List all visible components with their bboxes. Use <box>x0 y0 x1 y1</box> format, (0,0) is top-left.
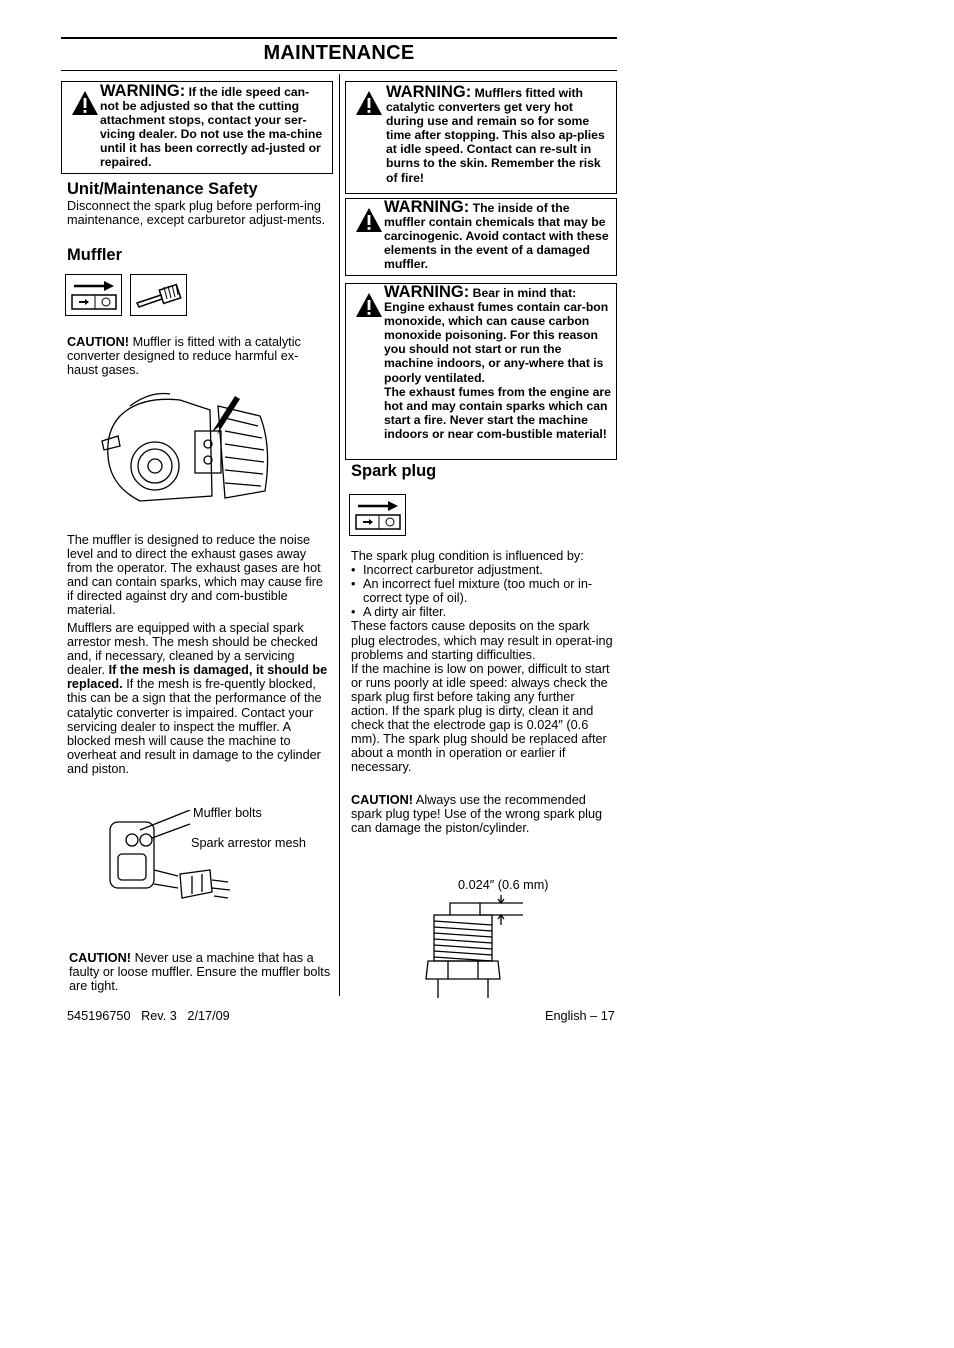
caution-text: Always use the recommended spark plug type! Use of the wrong spark plug can damage the piston/cylinder. <box>351 793 603 836</box>
warning-box-hot-muffler <box>345 81 617 194</box>
para2-text-a: Mufflers are equipped with a special spark arrestor mesh. The mesh should be checked and, if necessary, cleaned by a servicing dealer. <box>67 621 318 678</box>
warning-triangle-icon <box>355 90 383 116</box>
warning-label: WARNING: <box>386 83 472 101</box>
warning-triangle-icon <box>355 292 383 318</box>
muffler-para-1: The muffler is designed to reduce the noise level and to direct the exhaust gases away from the operator. The exhaust gases are hot and can contain sparks, which may cause fire if directed against dry and com-bustible material. <box>67 533 323 618</box>
muffler-exploded-illustration <box>100 810 240 910</box>
title-rule <box>61 70 617 71</box>
caution-label: CAUTION! <box>69 951 132 965</box>
muffler-heading: Muffler <box>67 246 122 264</box>
warning-label: WARNING: <box>100 82 186 100</box>
maintenance-symbol-icon <box>349 494 406 536</box>
column-divider <box>339 74 340 996</box>
warning-text: The inside of the muffler contain chemicals that may be carcinogenic. Avoid contact with these elements in the event of a damaged muffler. <box>384 201 609 272</box>
warning-box-exhaust-fumes <box>345 283 617 460</box>
spark-plug-body <box>351 549 613 775</box>
caution-label: CAUTION! <box>67 335 130 349</box>
engine-muffler-illustration <box>100 386 275 514</box>
para2-bold: If the mesh is damaged, it should be replaced. <box>67 663 328 692</box>
muffler-para-2 <box>67 621 329 776</box>
spark-plug-illustration <box>420 895 530 998</box>
warning-text-a: Bear in mind that: Engine exhaust fumes contain car-bon monoxide, which can cause carbon monoxide poisoning. For this reason you should not start or run the machine indoors, or any-where that is poorly ventilated. <box>384 286 609 385</box>
spark-plug-heading: Spark plug <box>351 462 437 480</box>
warning-text: If the idle speed can-not be adjusted so that the cutting attachment stops, contact your ser-vicing dealer. Do not use the ma-chine until it has been correctly ad-justed or repaired. <box>100 85 323 170</box>
bullet-item: • A dirty air filter. <box>351 605 613 619</box>
spark-caution <box>351 793 613 835</box>
label-muffler-bolts: Muffler bolts <box>193 806 262 820</box>
brush-icon <box>130 274 187 316</box>
muffler-caution-1 <box>67 335 329 377</box>
caution-text: Muffler is fitted with a catalytic converter designed to reduce harmful ex-haust gases. <box>67 335 301 378</box>
warning-triangle-icon <box>71 90 99 116</box>
warning-triangle-icon <box>355 207 383 233</box>
warning-text-b: The exhaust fumes from the engine are hot and may contain sparks which can start a fire. Never start the machine indoors or near com-bustible material! <box>384 384 611 441</box>
spark-intro: The spark plug condition is influenced by: <box>351 549 584 563</box>
top-rule <box>61 37 617 39</box>
warning-label: WARNING: <box>384 198 470 216</box>
unit-safety-text: Disconnect the spark plug before perform-ing maintenance, except carburetor adjust-ments. <box>67 199 326 228</box>
footer-page-number: English – 17 <box>545 1009 615 1023</box>
bullet-item: • An incorrect fuel mixture (too much or in-correct type of oil). <box>351 577 613 605</box>
caution-text: Never use a machine that has a faulty or loose muffler. Ensure the muffler bolts are tight. <box>69 951 331 994</box>
footer-doc-number: 545196750 Rev. 3 2/17/09 <box>67 1009 230 1023</box>
caution-label: CAUTION! <box>351 793 414 807</box>
spark-para-2: If the machine is low on power, difficult to start or runs poorly at idle speed: always check the spark plug first before taking any further action. If the spark plug is dirty, clean it and check that the electrode gap is 0.024″ (0.6 mm). The spark plug should be replaced after about a month in operation or earlier if necessary. <box>351 661 610 775</box>
spark-para-1: These factors cause deposits on the spark plug electrodes, which may result in operat-ing problems and starting difficulties. <box>351 619 613 662</box>
page-title: MAINTENANCE <box>263 42 415 64</box>
bullet-item: • Incorrect carburetor adjustment. <box>351 563 613 577</box>
electrode-gap-label: 0.024″ (0.6 mm) <box>458 878 549 892</box>
maintenance-symbol-icon <box>65 274 122 316</box>
warning-box-idle-speed <box>61 81 333 174</box>
warning-box-carcinogenic <box>345 198 617 276</box>
unit-safety-heading: Unit/Maintenance Safety <box>67 180 258 198</box>
para2-text-b: If the mesh is fre-quently blocked, this can be a sign that the performance of the catalytic converter is impaired. Contact your servicing dealer to inspect the muffler. A blocked mesh will cause the machine to overheat and result in damage to the cylinder and piston. <box>67 677 322 776</box>
label-spark-arrestor-mesh: Spark arrestor mesh <box>191 836 306 850</box>
muffler-caution-2 <box>69 951 331 993</box>
warning-label: WARNING: <box>384 283 470 301</box>
warning-text: Mufflers fitted with catalytic converters get very hot during use and remain so for some time after stopping. This also ap-plies at idle speed. Contact can re-sult in burns to the skin. Remember the risk of fire! <box>386 86 605 185</box>
